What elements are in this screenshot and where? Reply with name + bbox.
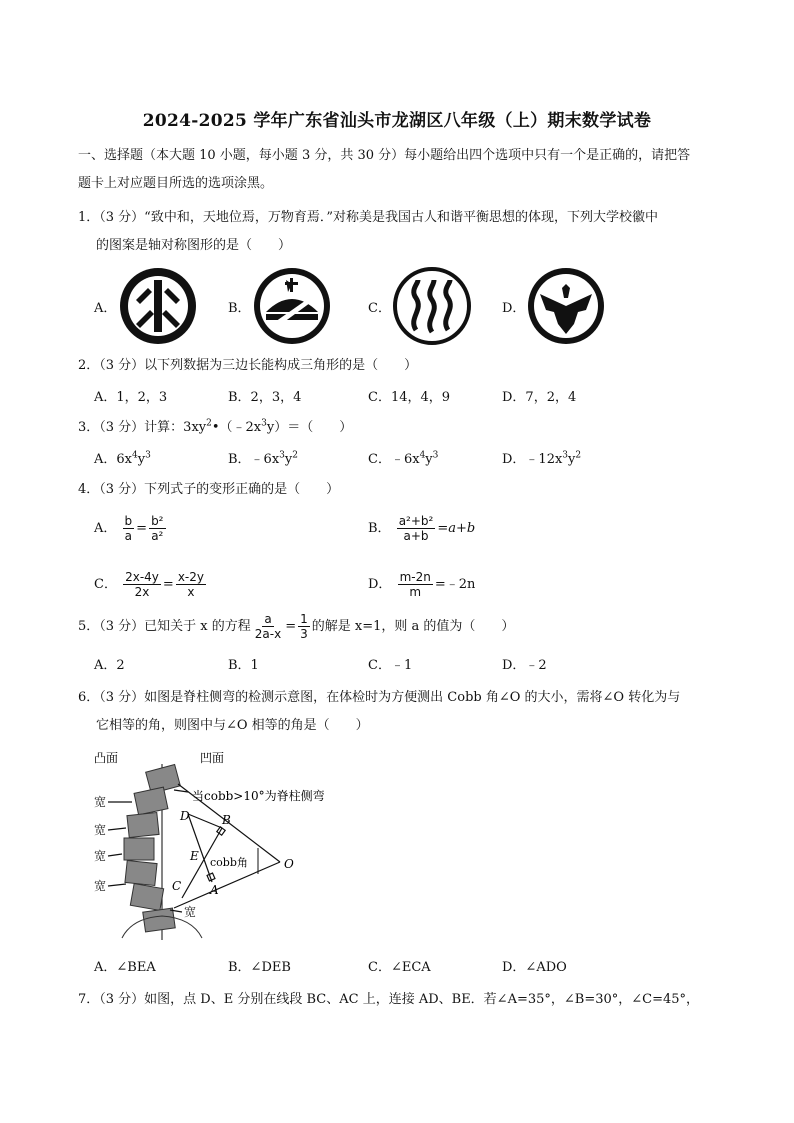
label-cobb-angle: cobb角	[210, 856, 248, 869]
question-4-stem: 4．（3 分）下列式子的变形正确的是（ ）	[78, 482, 340, 497]
q5-option-a: A．2	[94, 658, 125, 673]
section-line-1: 一、选择题（本大题 10 小题，每小题 3 分，共 30 分）每小题给出四个选项中只有一个是正确的，请把答	[78, 148, 691, 163]
label-concave: 凹面	[200, 751, 225, 765]
q2-option-b: B．2，3，4	[228, 390, 302, 405]
svg-text:宽: 宽	[184, 905, 197, 919]
svg-text:宽: 宽	[94, 795, 107, 809]
svg-text:宽: 宽	[94, 879, 107, 893]
q2-option-d: D．7，2，4	[502, 390, 577, 405]
q4-option-d: D． $\frac{m-2n}{m}$ =﹣2n	[368, 570, 476, 599]
q3-stem-part-b: •（﹣2x	[211, 420, 262, 435]
svg-text:宽: 宽	[94, 849, 107, 863]
q5-option-b: B．1	[228, 658, 259, 673]
spine-cobb-diagram	[92, 748, 352, 943]
section-instructions	[78, 142, 728, 198]
q2-option-a: A．1，2，3	[94, 390, 168, 405]
question-6	[78, 684, 728, 740]
emblem-a-image	[118, 266, 198, 346]
q4-option-b: B． $\frac{\text{a²+b²}}{a+b}$ =a+b	[368, 514, 476, 543]
q1-line-2: 的图案是轴对称图形的是（ ）	[96, 238, 292, 253]
question-1	[78, 204, 728, 260]
emblem-d-image	[526, 266, 606, 346]
q3-option-c: C．$﹣6x^4y^3$	[368, 450, 439, 467]
q3-option-b: B．$﹣6x^3y^2$	[228, 450, 298, 467]
section-line-2: 题卡上对应题目所选的选项涂黑。	[78, 176, 274, 191]
point-d: D	[180, 809, 190, 823]
q6-option-d: D．∠ADO	[502, 960, 567, 975]
q3-sup-2: 3	[261, 418, 267, 429]
point-e: E	[190, 849, 199, 863]
q3-option-a: A．$6x^4y^3$	[94, 450, 151, 467]
label-note: 当cobb>10°为脊柱侧弯	[192, 789, 325, 803]
q1-option-a-label: A．	[94, 301, 117, 316]
q4-option-c: C． $\frac{2x-4y}{2x}$ = $\frac{x-2y}{x}$	[94, 570, 204, 599]
point-b: B	[222, 813, 231, 827]
question-3-stem	[78, 416, 728, 435]
q1-line-1: 1．（3 分）“致中和，天地位焉，万物育焉．”对称美是我国古人和谐平衡思想的体现，下列大学校徽中	[78, 210, 658, 225]
q3-stem-part-a: 3．（3 分）计算：3xy	[78, 420, 207, 435]
q1-option-c-label: C．	[368, 301, 391, 316]
question-5-stem: 5．（3 分）已知关于 x 的方程 $\frac{a}{2a-x}$ = $\frac{1}{3}$ 的解是 x=1，则 a 的值为（ ）	[78, 612, 515, 641]
q5-option-d: D．﹣2	[502, 658, 547, 673]
q6-line-2: 它相等的角，则图中与∠O 相等的角是（ ）	[96, 718, 369, 733]
emblem-b-image	[252, 266, 332, 346]
q1-option-d-label: D．	[502, 301, 526, 316]
point-a: A	[210, 883, 219, 897]
q6-option-c: C．∠ECA	[368, 960, 431, 975]
q4-option-a: A． $\frac{b}{a}$ = $\frac{\text{b²}}{\text{a²}}$	[94, 514, 164, 543]
label-convex: 凸面	[94, 751, 119, 765]
q6-line-1: 6．（3 分）如图是脊柱侧弯的检测示意图，在体检时为方便测出 Cobb 角∠O 的大小，需将∠O 转化为与	[78, 690, 681, 705]
q3-option-d: D．$﹣12x^3y^2$	[502, 450, 582, 467]
q3-stem-part-c: y）＝（ ）	[266, 420, 353, 435]
q3-sup-1: 2	[206, 418, 212, 429]
emblem-c-image	[392, 266, 472, 346]
point-o: O	[284, 857, 294, 871]
q5-option-c: C．﹣1	[368, 658, 413, 673]
question-7-stem: 7．（3 分）如图，点 D、E 分别在线段 BC、AC 上，连接 AD、BE．若∠A=35°，∠B=30°，∠C=45°，	[78, 992, 700, 1007]
svg-text:宽: 宽	[94, 823, 107, 837]
q1-option-b-label: B．	[228, 301, 251, 316]
question-2-stem: 2．（3 分）以下列数据为三边长能构成三角形的是（ ）	[78, 358, 418, 373]
page-title: 2024-2025 学年广东省汕头市龙湖区八年级（上）期末数学试卷	[142, 111, 652, 131]
point-c: C	[172, 879, 182, 893]
q6-option-b: B．∠DEB	[228, 960, 291, 975]
q6-option-a: A．∠BEA	[94, 960, 156, 975]
q2-option-c: C．14，4，9	[368, 390, 451, 405]
